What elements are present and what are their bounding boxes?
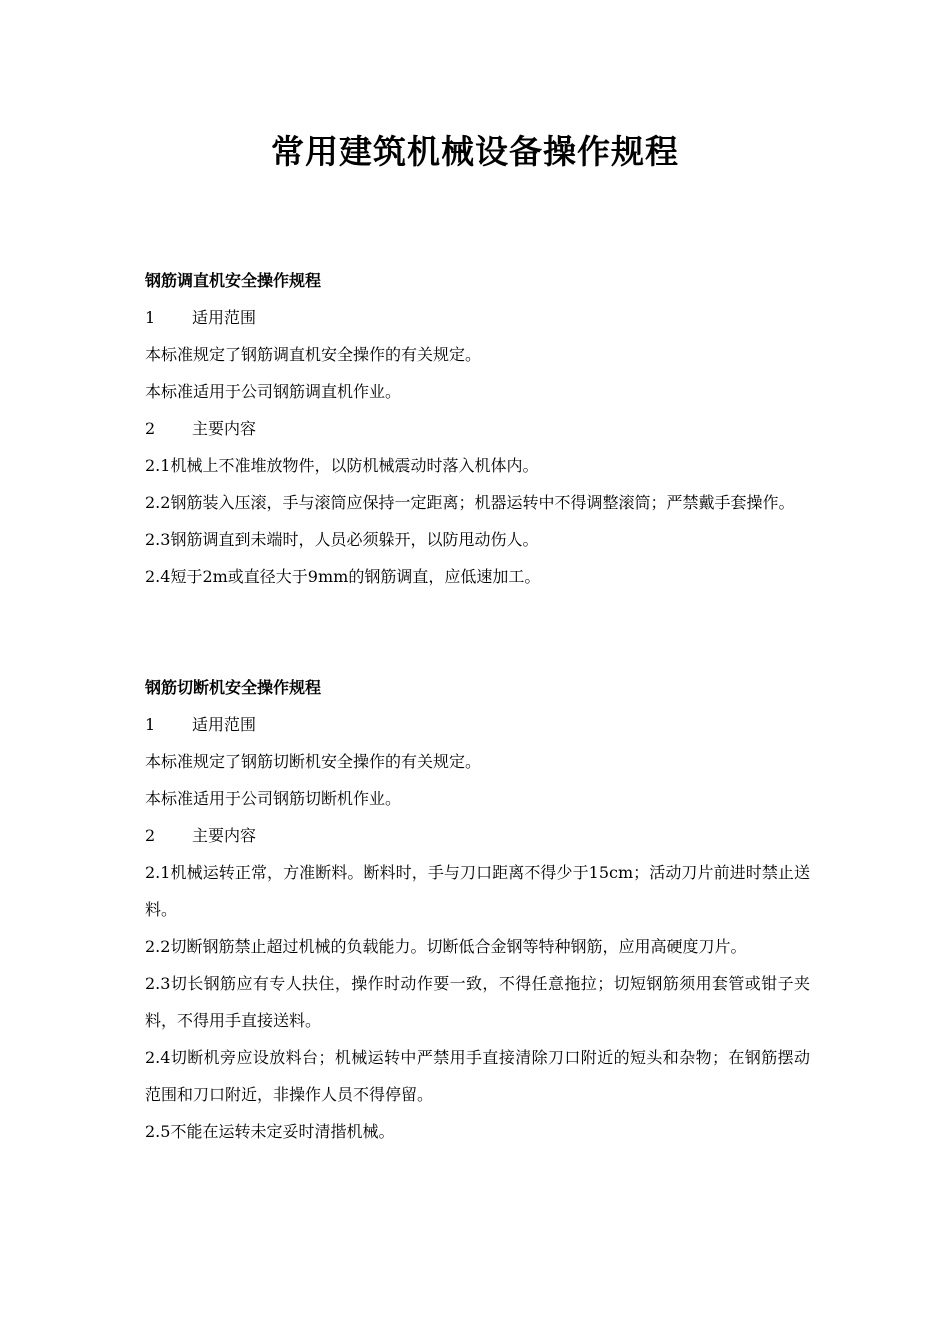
- rule-item: 2.2钢筋装入压滚，手与滚筒应保持一定距离；机器运转中不得调整滚筒；严禁戴手套操作。: [145, 493, 795, 512]
- scope-line: 本标准适用于公司钢筋切断机作业。: [145, 789, 402, 808]
- scope-line: 本标准适用于公司钢筋调直机作业。: [145, 382, 402, 401]
- content-label: 主要内容: [192, 826, 257, 845]
- scope-heading: [145, 299, 810, 336]
- rule-item: 2.3钢筋调直到未端时，人员必须躲开，以防甩动伤人。: [145, 530, 539, 549]
- scope-number: 1: [145, 308, 156, 327]
- rule-item: 2.5不能在运转未定妥时清揩机械。: [145, 1122, 395, 1141]
- section-cutter: [145, 669, 810, 1150]
- rule-item: 2.4切断机旁应设放料台；机械运转中严禁用手直接清除刀口附近的短头和杂物；在钢筋摆动范围和刀口附近，非操作人员不得停留。: [145, 1048, 810, 1104]
- rule-item: 2.1机械运转正常，方准断料。断料时，手与刀口距离不得少于15cm；活动刀片前进时禁止送料。: [145, 863, 810, 919]
- rule-item: 2.2切断钢筋禁止超过机械的负载能力。切断低合金钢等特种钢筋，应用高硬度刀片。: [145, 937, 747, 956]
- content-number: 2: [145, 419, 156, 438]
- section-heading: 钢筋切断机安全操作规程: [145, 678, 322, 697]
- section-straightener: [145, 262, 810, 595]
- content-heading: [145, 817, 810, 854]
- scope-line: 本标准规定了钢筋调直机安全操作的有关规定。: [145, 345, 482, 364]
- rule-item: 2.3切长钢筋应有专人扶住，操作时动作要一致，不得任意拖拉；切短钢筋须用套管或钳子夹料，不得用手直接送料。: [145, 974, 810, 1030]
- content-label: 主要内容: [192, 419, 257, 438]
- rule-item: 2.4短于2m或直径大于9mm的钢筋调直，应低速加工。: [145, 567, 541, 586]
- scope-number: 1: [145, 715, 156, 734]
- section-heading: 钢筋调直机安全操作规程: [145, 271, 322, 290]
- scope-heading: [145, 706, 810, 743]
- scope-label: 适用范围: [192, 308, 257, 327]
- content-heading: [145, 410, 810, 447]
- scope-label: 适用范围: [192, 715, 257, 734]
- document-title: 常用建筑机械设备操作规程: [271, 132, 679, 171]
- rule-item: 2.1机械上不准堆放物件，以防机械震动时落入机体内。: [145, 456, 539, 475]
- scope-line: 本标准规定了钢筋切断机安全操作的有关规定。: [145, 752, 482, 771]
- content-number: 2: [145, 826, 156, 845]
